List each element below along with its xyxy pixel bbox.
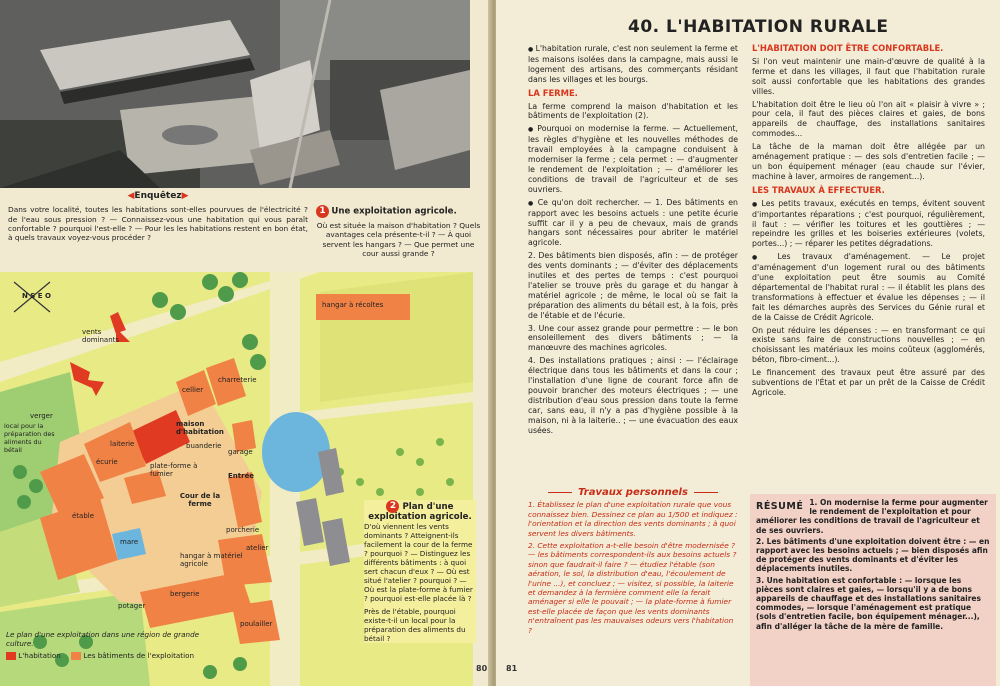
column-b	[752, 44, 985, 401]
arrow-right-icon: ▶	[181, 191, 189, 201]
conf-p1: Si l'on veut maintenir une main-d'œuvre de qualité à la ferme et dans les villages, il faut que l'habitation rurale soit aussi confortable que les habitations des grandes villes.	[752, 56, 985, 96]
map-plateforme: plate-forme à fumier	[150, 462, 198, 478]
farm-photo-illustration	[0, 0, 470, 188]
caption-2	[364, 500, 476, 643]
resume-2: 2. Les bâtiments d'une exploitation doivent être : — en rapport avec les besoins actuels ; — bien disposés afin de protéger des vents dominants et d'éviter les déplacements inutiles.	[756, 536, 990, 574]
column-a	[528, 44, 738, 439]
legend-habitation: L'habitation	[18, 651, 61, 660]
map-local: local pour la préparation des aliments du bétail	[4, 422, 55, 454]
intro-text: ● L'habitation rurale, c'est non seulement la ferme et les maisons isolées dans la campagne, mais aussi le logement des artisans, des commerçants résidant dans les villages et les bourgs.	[528, 44, 738, 85]
enquetez-box	[8, 190, 308, 242]
conf-p3: La tâche de la maman doit être allégée par un aménagement pratique : — des sols d'entretien facile ; — un bon équipement ménager (eau chaude sur l'évier, machine à laver, armoires de rangement...).	[752, 142, 985, 181]
map-garage: garage	[228, 448, 253, 456]
page-title: 40. L'HABITATION RURALE	[628, 17, 889, 37]
map-legend	[6, 630, 206, 660]
farm-aerial-photo	[0, 0, 470, 188]
map-bergerie: bergerie	[170, 590, 200, 598]
map-laiterie: laiterie	[110, 440, 135, 448]
caption-2-text: D'où viennent les vents dominants ? Atteignent-ils facilement la cour de la ferme ? pourquoi ? — Distinguez les différents bâtiments : à quoi sert chacun d'eux ? — Où est situé l'atelier ? pourquoi ? — Où est la plate-forme à fumier ? pourquoi est-elle placée là ?	[364, 522, 473, 603]
map-cour: Cour de la ferme	[179, 492, 221, 508]
trav-p4: ● Les petits travaux, exécutés en temps, évitent souvent d'importantes réparations ; c'est pourquoi, régulièrement, il faut : — vérifier les toitures et les gouttières ; — repeindre les grilles et les boiseries extérieures (volets, portes...) ; — réparer les petites dégradations.	[752, 199, 985, 250]
travaux-2: 2. Cette exploitation a-t-elle besoin d'être modernisée ? — les bâtiments correspondent-ils aux besoins actuels ? sinon que faudrait-il faire ? — étudiez l'étable (son aération, le sol, la distribution d'eau, l'écoulement de l'urine ...), et concluez ; — visitez, si possible, la laiterie et demandez à la fermière comment elle la ferait aménager si elle le pouvait ; — la plate-forme à fumier est-elle placée de façon que les vents dominants n'entraînent pas les mauvaises odeurs vers l'habitation ?	[528, 541, 737, 635]
map-mare: mare	[120, 538, 139, 546]
ferme-p4: 2. Des bâtiments bien disposés, afin : — de protéger des vents dominants ; — d'éviter des déplacements inutiles et des pertes de temps : c'est pourquoi l'atelier se trouve près du garage et du hangar à matériel agricole ; de même, le local où se fait la préparation des aliments du bétail est, à la fois, près de l'étable et de l'écurie.	[528, 251, 738, 320]
map-buanderie: buanderie	[186, 442, 222, 450]
trav-p7: Le financement des travaux peut être assuré par des subventions de l'État et par un prêt de la Caisse de Crédit Agricole.	[752, 368, 985, 397]
map-poulailler: poulailler	[240, 620, 273, 628]
map-potager: potager	[118, 602, 146, 610]
resume-1: 1. On modernise la ferme pour augmenter le rendement de l'exploitation et pour améliorer les conditions de travail de l'agriculteur et de ses ouvriers.	[756, 498, 988, 535]
arrow-left-icon: ◀	[127, 191, 135, 201]
map-etable: étable	[72, 512, 95, 520]
resume-box	[750, 494, 996, 686]
caption-2-title: Plan d'une exploitation agricole.	[368, 502, 472, 522]
page-number-left: 80	[476, 664, 488, 673]
ferme-p6: 4. Des installations pratiques ; ainsi : — l'éclairage électrique dans tous les bâtiments et dans la cour ; l'installation d'une ligne de courant force afin de pouvoir brancher des moteurs électriques ; — une distribution d'eau sous pression dans toute la ferme car, sans eau, il n'y a pas d'hygiène possible à la maison, ni à la laiterie.. ; — une évacuation des eaux usées.	[528, 356, 738, 435]
enquetez-text: Dans votre localité, toutes les habitations sont-elles pourvues de l'électricité ? de l'eau sous pression ? — Connaissez-vous une habitation qui vous paraît confortable ? pourquoi l'est-elle ? — Pour les les habitations restent en bon état, à quels travaux voyez-vous procéder ?	[8, 205, 308, 243]
caption-1-title: Une exploitation agricole.	[331, 206, 457, 217]
legend-habitation-swatch	[6, 652, 16, 660]
trav-p6: On peut réduire les dépenses : — en transformant ce qui existe sans faire de constructions nouvelles ; — en choisissant les matériaux les moins coûteux (agglomérés, béton, fibro-ciment...).	[752, 325, 985, 365]
map-maison: maison d'habitation	[176, 420, 224, 436]
ferme-p1: La ferme comprend la maison d'habitation et les bâtiments de l'exploitation (2).	[528, 101, 738, 121]
ferme-p2: ● Pourquoi on modernise la ferme. — Actuellement, les règles d'hygiène et les nouvelles méthodes de travail employées à la campagne conduisent à moderniser la ferme ; cela permet : — d'augmenter le rendement de l'exploitation ; — d'améliorer les conditions de travail de l'agriculteur et de ses ouvriers.	[528, 124, 738, 194]
map-charreterie: charreterie	[218, 376, 257, 384]
map-atelier: atelier	[246, 544, 269, 552]
map-hangar-materiel: hangar à matériel agricole	[180, 552, 243, 568]
resume-title: RÉSUMÉ	[756, 501, 804, 512]
caption-1	[316, 205, 481, 258]
enquetez-title: Enquêtez	[134, 191, 182, 201]
map-hangar-recoltes: hangar à récoltes	[322, 301, 384, 309]
map-vents: vents dominants	[82, 328, 120, 344]
caption-1-text: Où est située la maison d'habitation ? Quels avantages cela présente-t-il ? — À quoi servent les hangars ? — Que permet une cour aussi grande ?	[316, 221, 481, 258]
legend-batiments: Les bâtiments de l'exploitation	[83, 651, 195, 660]
travaux-1: 1. Établissez le plan d'une exploitation rurale que vous connaissez bien. Dessinez ce plan au 1/500 et indiquez : l'orientation et la direction des vents dominants ; à quoi servent les divers bâtiments.	[528, 500, 738, 538]
ferme-p3: ● Ce qu'on doit rechercher. — 1. Des bâtiments en rapport avec les besoins actuels : une petite écurie suffit car il y a peu de chevaux, mais de grands hangars sont nécessaires pour abriter le matériel agricole.	[528, 198, 738, 249]
resume-3: 3. Une habitation est confortable : — lorsque les pièces sont claires et gaies, — lorsqu'il y a de bons appareils de chauffage et des installations sanitaires commodes, — lorsque l'aménagement est pratique (sols d'entretien facile, bon équipement ménager...), afin d'alléger la tâche de la mère de famille.	[756, 575, 981, 631]
conf-p2: L'habitation doit être le lieu où l'on ait « plaisir à vivre » ; pour cela, il faut des pièces claires et gaies, de bons appareils de chauffage, des installations sanitaires commodes...	[752, 99, 985, 139]
map-ecurie: écurie	[96, 458, 118, 466]
right-page	[496, 0, 1000, 686]
legend-batiments-swatch	[71, 652, 81, 660]
map-verger: verger	[30, 412, 53, 420]
trav-p5: ● Les travaux d'aménagement. — Le projet d'aménagement d'un logement rural ou des bâtiments d'une exploitation peut être soumis au Comité départemental de l'habitat rural : — il établit les plans des transformations à effectuer et évalue les dépenses ; — il fait les démarches auprès des Services du Génie rural et de la Caisse de Crédit Agricole.	[752, 252, 985, 322]
page-number-right: 81	[506, 664, 518, 673]
travaux-title: Travaux personnels	[528, 488, 738, 497]
section-ferme: LA FERME.	[528, 87, 578, 98]
travaux-personnels	[528, 488, 738, 635]
caption-1-number: 1	[316, 205, 329, 218]
map-cellier: cellier	[182, 386, 204, 394]
section-confortable: L'HABITATION DOIT ÊTRE CONFORTABLE.	[752, 43, 944, 53]
map-porcherie: porcherie	[226, 526, 260, 534]
map-entree: Entrée	[228, 472, 255, 480]
map-compass: N S E O	[22, 292, 51, 300]
caption-2-number: 2	[386, 500, 399, 513]
caption-bottom: Près de l'étable, pourquoi existe-t-il un local pour la préparation des aliments du bétail ?	[364, 607, 466, 643]
ferme-p5: 3. Une cour assez grande pour permettre : — le bon ensoleillement des divers bâtiments ; — la manœuvre des machines agricoles.	[528, 323, 738, 353]
legend-title: Le plan d'une exploitation dans une région de grande culture.	[6, 630, 200, 648]
left-page	[0, 0, 492, 686]
section-travaux: LES TRAVAUX À EFFECTUER.	[752, 184, 885, 195]
